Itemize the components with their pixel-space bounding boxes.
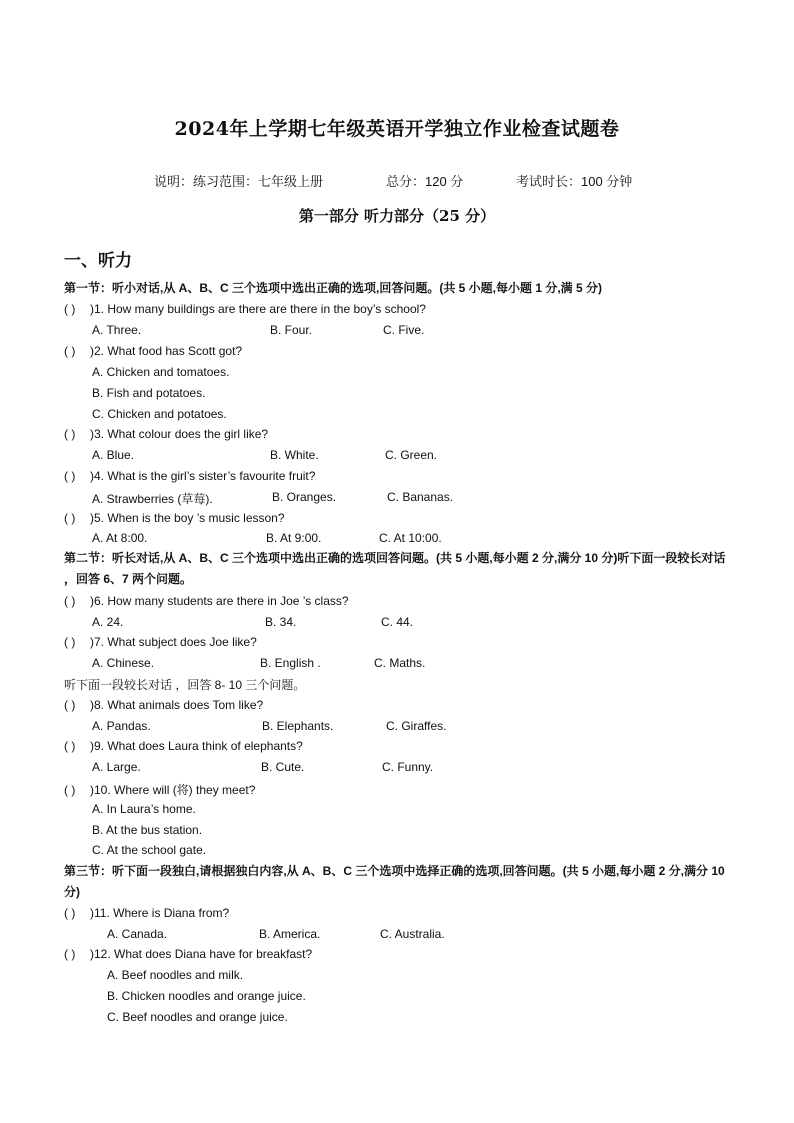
question-2 <box>64 344 242 358</box>
question-8-option-c: C. Giraffes. <box>386 719 447 733</box>
question-11-text: )11. Where is Diana from? <box>90 906 230 920</box>
question-4-option-c: C. Bananas. <box>387 490 454 504</box>
mid-instruction: 听下面一段较长对话 ，回答 8- 10 三个问题。 <box>64 678 306 692</box>
info-score: 总分：120 分 <box>386 174 464 189</box>
question-1 <box>64 302 426 316</box>
part-title: 第一部分 听力部分（25 分） <box>298 207 496 225</box>
question-6-option-c: C. 44. <box>381 615 414 629</box>
section-2-instruction: 第二节：听长对话,从 A、B、C 三个选项中选出正确的选项回答问题。(共 5 小题,每小题 2 分,满分 10 分)听下面一段较长对话 ，回答 6、7 两个问题。 <box>64 551 726 586</box>
question-8-option-b: B. Elephants. <box>262 719 334 733</box>
question-4 <box>64 469 315 483</box>
answer-blank: ( ) <box>64 635 76 649</box>
question-4-option-a: A. Strawberries (草莓). <box>92 492 213 506</box>
question-12-option-c: C. Beef noodles and orange juice. <box>107 1010 288 1024</box>
question-12-option-a: A. Beef noodles and milk. <box>107 968 244 982</box>
question-12 <box>64 947 312 961</box>
answer-blank: ( ) <box>64 783 76 797</box>
question-1-option-b: B. Four. <box>270 323 313 337</box>
question-5-option-a: A. At 8:00. <box>92 531 148 545</box>
question-5-option-b: B. At 9:00. <box>266 531 322 545</box>
question-7-text: )7. What subject does Joe like? <box>90 635 257 649</box>
question-8 <box>64 698 263 712</box>
question-3-option-a: A. Blue. <box>92 448 135 462</box>
question-11-option-b: B. America. <box>259 927 321 941</box>
question-9 <box>64 739 303 753</box>
question-1-text: )1. How many buildings are there are there in the boy’s school? <box>90 302 426 316</box>
question-7-option-a: A. Chinese. <box>92 656 155 670</box>
exam-title: 2024年上学期七年级英语开学独立作业检查试题卷 <box>174 118 620 140</box>
question-10-option-c: C. At the school gate. <box>92 843 207 857</box>
question-10 <box>64 781 255 798</box>
question-6-option-b: B. 34. <box>265 615 297 629</box>
question-12-option-b: B. Chicken noodles and orange juice. <box>107 989 306 1003</box>
question-2-option-c: C. Chicken and potatoes. <box>92 407 227 421</box>
question-3-option-c: C. Green. <box>385 448 438 462</box>
question-2-option-b: B. Fish and potatoes. <box>92 386 206 400</box>
question-8-text: )8. What animals does Tom like? <box>90 698 264 712</box>
question-3 <box>64 427 268 441</box>
answer-blank: ( ) <box>64 739 76 753</box>
question-6 <box>64 594 349 608</box>
question-7-option-c: C. Maths. <box>374 656 426 670</box>
answer-blank: ( ) <box>64 698 76 712</box>
question-5-text: )5. When is the boy ’s music lesson? <box>90 511 285 525</box>
question-6-option-a: A. 24. <box>92 615 124 629</box>
answer-blank: ( ) <box>64 469 76 483</box>
question-2-text: )2. What food has Scott got? <box>90 344 243 358</box>
question-9-option-c: C. Funny. <box>382 760 434 774</box>
info-scope: 说明：练习范围：七年级上册 <box>154 174 324 189</box>
question-1-option-a: A. Three. <box>92 323 142 337</box>
answer-blank: ( ) <box>64 427 76 441</box>
question-9-text: )9. What does Laura think of elephants? <box>90 739 303 753</box>
question-2-option-a: A. Chicken and tomatoes. <box>92 365 230 379</box>
question-6-text: )6. How many students are there in Joe ’s class? <box>90 594 349 608</box>
question-11 <box>64 906 229 920</box>
question-7-option-b: B. English . <box>260 656 321 670</box>
question-1-option-c: C. Five. <box>383 323 425 337</box>
question-11-option-a: A. Canada. <box>107 927 168 941</box>
question-12-text: )12. What does Diana have for breakfast? <box>90 947 313 961</box>
question-7 <box>64 635 257 649</box>
question-3-text: )3. What colour does the girl like? <box>90 427 269 441</box>
question-4-text: )4. What is the girl’s sister’s favourite fruit? <box>90 469 316 483</box>
answer-blank: ( ) <box>64 302 76 316</box>
answer-blank: ( ) <box>64 511 76 525</box>
question-10-option-a: A. In Laura’s home. <box>92 802 196 816</box>
answer-blank: ( ) <box>64 906 76 920</box>
question-10-text: )10. Where will (将) they meet? <box>90 783 256 797</box>
answer-blank: ( ) <box>64 947 76 961</box>
section-heading: 一、听力 <box>64 251 132 271</box>
question-5-option-c: C. At 10:00. <box>379 531 442 545</box>
question-5 <box>64 511 285 525</box>
info-time: 考试时长：100 分钟 <box>516 174 633 189</box>
question-9-option-a: A. Large. <box>92 760 141 774</box>
section-1-instruction: 第一节：听小对话,从 A、B、C 三个选项中选出正确的选项,回答问题。(共 5 小题,每小题 1 分,满 5 分) <box>64 281 603 295</box>
question-9-option-b: B. Cute. <box>261 760 305 774</box>
question-10-option-b: B. At the bus station. <box>92 823 203 837</box>
answer-blank: ( ) <box>64 344 76 358</box>
question-4-option-b: B. Oranges. <box>272 490 337 504</box>
question-8-option-a: A. Pandas. <box>92 719 151 733</box>
answer-blank: ( ) <box>64 594 76 608</box>
question-3-option-b: B. White. <box>270 448 319 462</box>
question-11-option-c: C. Australia. <box>380 927 445 941</box>
section-3-instruction: 第三节：听下面一段独白,请根据独白内容,从 A、B、C 三个选项中选择正确的选项,回答问题。(共 5 小题,每小题 2 分,满分 10 分) <box>64 864 725 899</box>
